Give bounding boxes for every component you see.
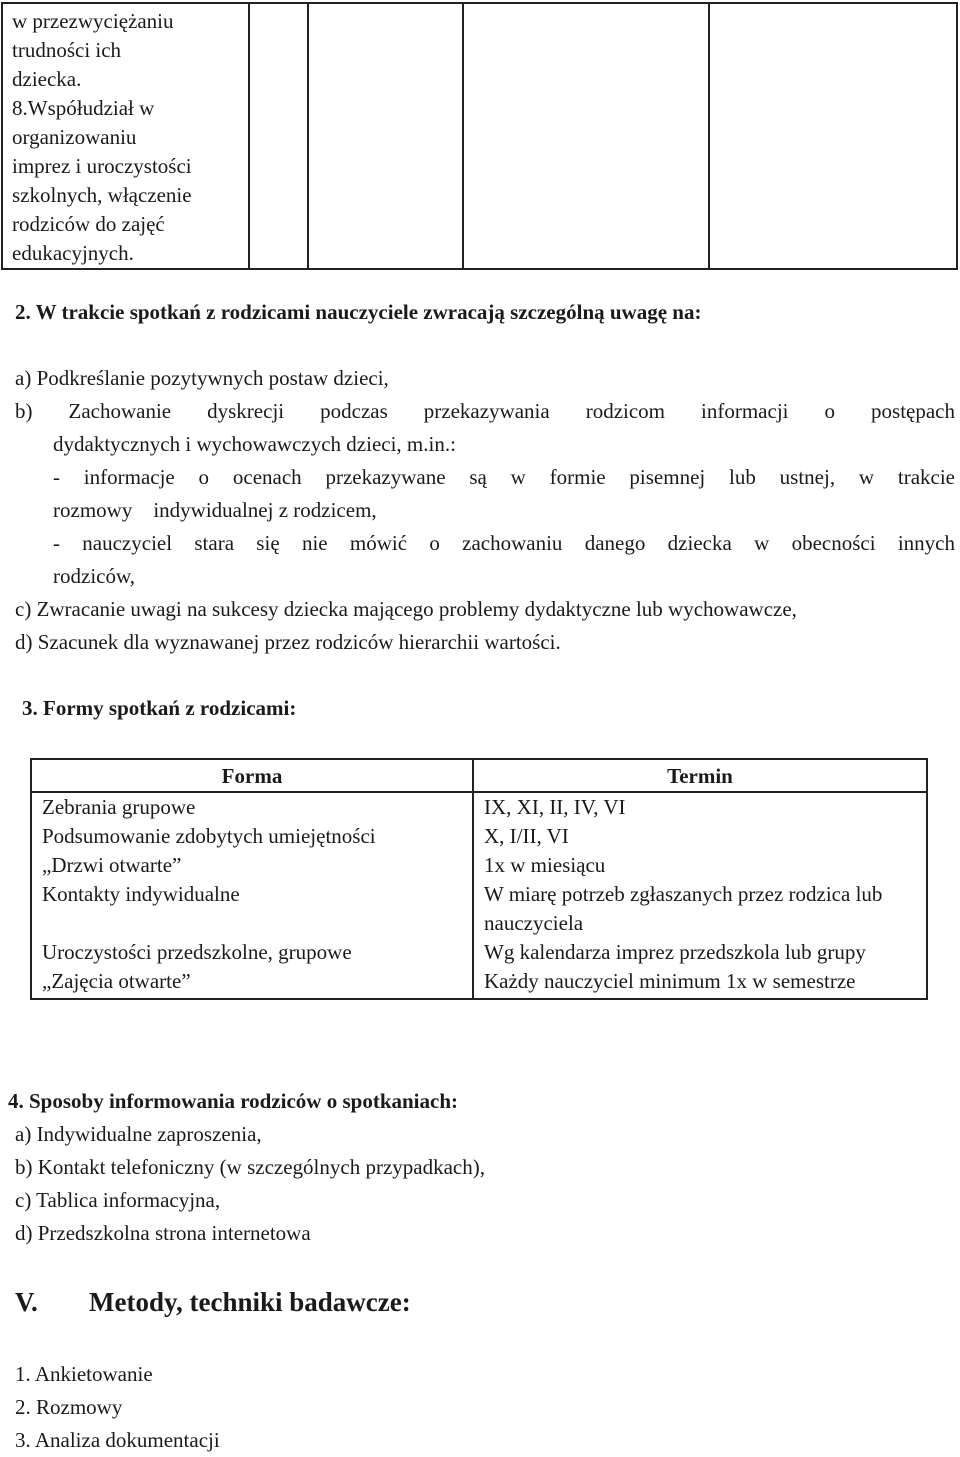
cell-line: 8.Współudział w: [12, 96, 155, 120]
cell-line: w przezwyciężaniu: [12, 9, 174, 33]
method-item: 3. Analiza dokumentacji: [15, 1428, 220, 1452]
table-fragment-cell-text: [2, 3, 249, 269]
section-2-sub1-line2: rozmowy indywidualnej z rodzicem,: [53, 498, 377, 522]
section-4-heading: 4. Sposoby informowania rodziców o spotkaniach:: [8, 1089, 459, 1113]
column-header-termin: Termin: [473, 759, 927, 792]
termin-cell: IX, XI, II, IV, VI: [473, 792, 927, 822]
table-row: [31, 792, 927, 822]
cell-line: rodziców do zajęć: [12, 212, 165, 236]
forma-cell: Zebrania grupowe: [31, 792, 473, 822]
section-4-item: b) Kontakt telefoniczny (w szczególnych przypadkach),: [15, 1155, 485, 1179]
section-4-item: d) Przedszkolna strona internetowa: [15, 1221, 311, 1245]
section-4-item: c) Tablica informacyjna,: [15, 1188, 221, 1212]
section-2-sub2-line2: rodziców,: [53, 564, 136, 588]
table-row: [31, 851, 927, 880]
forma-cell: Uroczystości przedszkolne, grupowe: [31, 938, 473, 967]
termin-cell: 1x w miesiącu: [473, 851, 927, 880]
column-header-forma: Forma: [31, 759, 473, 792]
section-v-heading: [15, 1282, 411, 1322]
section-4-item: a) Indywidualne zaproszenia,: [15, 1122, 262, 1146]
section-2-item-b-line2: dydaktycznych i wychowawczych dzieci, m.in.:: [53, 432, 456, 456]
section-2-item-c: c) Zwracanie uwagi na sukcesy dziecka mającego problemy dydaktyczne lub wychowawcze,: [15, 597, 797, 621]
termin-cell: Wg kalendarza imprez przedszkola lub grupy: [473, 938, 927, 967]
empty-cell: [249, 3, 308, 269]
termin-cell: Każdy nauczyciel minimum 1x w semestrze: [473, 967, 927, 999]
forma-cell: Podsumowanie zdobytych umiejętności: [31, 822, 473, 851]
section-2-item-a: a) Podkreślanie pozytywnych postaw dzieci,: [15, 366, 389, 390]
previous-table-fragment: [1, 2, 958, 270]
section-2-sub1-line1: - informacje o ocenach przekazywane są w formie pisemnej lub ustnej, w trakcie: [53, 465, 955, 489]
cell-line: trudności ich: [12, 38, 122, 62]
table-row: [31, 880, 927, 938]
empty-cell: [463, 3, 709, 269]
method-item: 2. Rozmowy: [15, 1395, 123, 1419]
cell-line: szkolnych, włączenie: [12, 183, 192, 207]
section-3-heading: 3. Formy spotkań z rodzicami:: [22, 696, 297, 720]
cell-line: imprez i uroczystości: [12, 154, 192, 178]
section-2-sub2-line1: - nauczyciel stara się nie mówić o zachowaniu danego dziecka w obecności innych: [53, 531, 955, 555]
table-row: [31, 822, 927, 851]
section-2-heading: 2. W trakcie spotkań z rodzicami nauczyciele zwracają szczególną uwagę na:: [15, 300, 702, 324]
section-v-number: V.: [15, 1287, 38, 1317]
empty-cell: [308, 3, 463, 269]
cell-line: organizowaniu: [12, 125, 137, 149]
section-v-title: Metody, techniki badawcze:: [89, 1287, 411, 1317]
forma-cell: Kontakty indywidualne: [31, 880, 473, 938]
forma-cell: „Zajęcia otwarte”: [31, 967, 473, 999]
method-item: 1. Ankietowanie: [15, 1362, 153, 1386]
termin-cell: X, I/II, VI: [473, 822, 927, 851]
meeting-forms-table: [30, 758, 928, 1000]
termin-cell: W miarę potrzeb zgłaszanych przez rodzica lub nauczyciela: [473, 880, 927, 938]
cell-line: dziecka.: [12, 67, 82, 91]
forma-cell: „Drzwi otwarte”: [31, 851, 473, 880]
section-2-item-d: d) Szacunek dla wyznawanej przez rodziców hierarchii wartości.: [15, 630, 561, 654]
table-row: [31, 967, 927, 999]
cell-line: edukacyjnych.: [12, 241, 134, 265]
empty-cell: [709, 3, 957, 269]
table-row: [31, 938, 927, 967]
section-2-item-b-line1: b) Zachowanie dyskrecji podczas przekazywania rodzicom informacji o postępach: [15, 399, 955, 423]
